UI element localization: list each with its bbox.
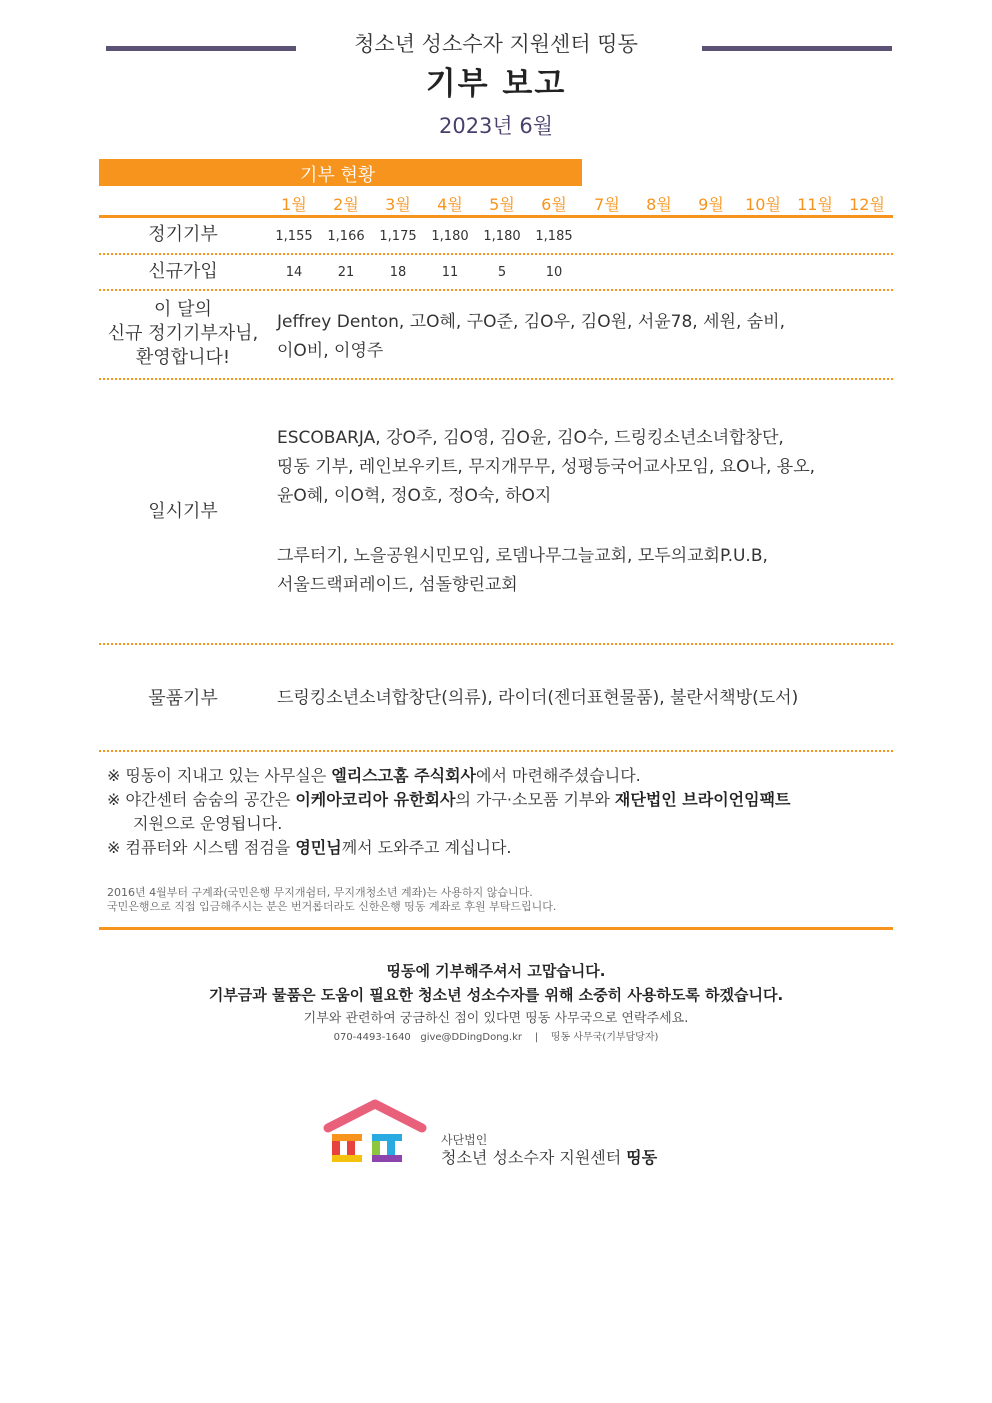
regular-count: 1,155 xyxy=(275,229,313,244)
row-label-welcome xyxy=(99,298,267,370)
month-label: 6월 xyxy=(541,195,567,214)
month-label: 9월 xyxy=(698,195,724,214)
logo-org-name: 청소년 성소수자 지원센터 띵동 xyxy=(441,1148,658,1167)
onetime-names-line: ESCOBARJA, 강O주, 김O영, 김O윤, 김O수, 드링킹소년소녀합창단, xyxy=(277,428,784,448)
onetime-names-line: 띵동 기부, 레인보우키트, 무지개무무, 성평등국어교사모임, 요O나, 용오, xyxy=(277,457,816,477)
month-label: 3월 xyxy=(385,195,411,214)
regular-count: 1,180 xyxy=(431,229,469,244)
row-label-new-signups: 신규가입 xyxy=(148,261,218,282)
row-divider xyxy=(99,253,893,255)
row-divider xyxy=(99,289,893,291)
month-label: 1월 xyxy=(281,195,307,214)
month-label: 4월 xyxy=(437,195,463,214)
contact-separator: | xyxy=(534,1032,539,1043)
signup-count: 10 xyxy=(545,265,563,280)
report-date: 2023년 6월 xyxy=(438,114,554,138)
goods-donations: 드링킹소년소녀합창단(의류), 라이더(젠더표현물품), 불란서책방(도서) xyxy=(277,688,799,708)
signup-count: 11 xyxy=(441,265,459,280)
phone-number: 070-4493-1640 xyxy=(333,1032,411,1043)
month-label: 10월 xyxy=(745,195,781,214)
welcome-names-line: 이O비, 이영주 xyxy=(277,341,384,361)
month-label: 11월 xyxy=(797,195,833,214)
row-label-goods: 물품기부 xyxy=(148,688,218,709)
footer-rule xyxy=(99,927,893,930)
regular-count: 1,175 xyxy=(379,229,417,244)
welcome-names xyxy=(277,308,785,366)
regular-count: 1,185 xyxy=(535,229,573,244)
ddingdong-logo-icon xyxy=(322,1098,432,1168)
note-office: ※ 띵동이 지내고 있는 사무실은 엘리스고홈 주식회사에서 마련해주셨습니다. xyxy=(107,766,641,785)
month-label: 2월 xyxy=(333,195,359,214)
welcome-label-line: 환영합니다! xyxy=(135,347,231,368)
row-label-onetime: 일시기부 xyxy=(148,501,218,522)
signup-count: 14 xyxy=(285,265,303,280)
account-notice-line: 2016년 4월부터 구계좌(국민은행 무지개쉼터, 무지개청소년 계좌)는 사용하지 않습니다. xyxy=(107,886,533,899)
welcome-names-line: Jeffrey Denton, 고O혜, 구O준, 김O우, 김O원, 서윤78, 세원, 숨비, xyxy=(277,312,786,332)
regular-count: 1,166 xyxy=(327,229,365,244)
thanks-message: 기부금과 물품은 도움이 필요한 청소년 성소수자를 위해 소중히 사용하도록 하겠습니다. xyxy=(208,986,784,1004)
row-divider xyxy=(99,378,893,380)
onetime-org-names xyxy=(277,542,768,600)
signup-count: 18 xyxy=(389,265,407,280)
onetime-names xyxy=(277,424,815,511)
onetime-names-line: 그루터기, 노을공원시민모임, 로뎀나무그늘교회, 모두의교회P.U.B, xyxy=(277,546,768,566)
logo-subtitle: 사단법인 xyxy=(441,1133,488,1147)
account-notice-line: 국민은행으로 직접 입금해주시는 분은 번거롭더라도 신한은행 띵동 계좌로 후원 부탁드립니다. xyxy=(107,900,557,913)
account-notice xyxy=(107,886,556,914)
signup-count: 5 xyxy=(497,265,507,280)
contact-info xyxy=(0,1028,992,1043)
note-computer: ※ 컴퓨터와 시스템 점검을 영민님께서 도와주고 계십니다. xyxy=(107,838,512,857)
note-night-center-cont: 지원으로 운영됩니다. xyxy=(133,814,283,833)
office-name: 띵동 사무국(기부담당자) xyxy=(550,1032,659,1043)
onetime-names-line: 윤O혜, 이O혁, 정O호, 정O숙, 하O지 xyxy=(277,486,552,506)
row-label-regular: 정기기부 xyxy=(148,224,218,245)
email-link[interactable]: give@DDingDong.kr xyxy=(420,1032,522,1043)
month-label: 7월 xyxy=(594,195,620,214)
note-night-center: ※ 야간센터 숨숨의 공간은 이케아코리아 유한회사의 가구·소모품 기부와 재단법인 브라이언임팩트 xyxy=(107,790,791,809)
section-header-bar xyxy=(99,159,582,186)
welcome-label-line: 신규 정기기부자님, xyxy=(107,323,259,344)
regular-count: 1,180 xyxy=(483,229,521,244)
notes-block xyxy=(107,764,791,860)
row-divider xyxy=(99,643,893,645)
section-title: 기부 현황 xyxy=(300,165,376,186)
table-header-rule xyxy=(99,215,893,218)
month-label: 8월 xyxy=(646,195,672,214)
month-label: 12월 xyxy=(849,195,885,214)
signup-count: 21 xyxy=(337,265,355,280)
thanks-heading: 띵동에 기부해주셔서 고맙습니다. xyxy=(386,962,606,980)
org-title: 청소년 성소수자 지원센터 띵동 xyxy=(354,32,638,56)
welcome-label-line: 이 달의 xyxy=(154,299,212,320)
row-divider xyxy=(99,750,893,752)
onetime-names-line: 서울드랙퍼레이드, 섬돌향린교회 xyxy=(277,575,518,595)
month-label: 5월 xyxy=(489,195,515,214)
doc-title: 기부 보고 xyxy=(425,66,567,102)
contact-prompt: 기부와 관련하여 궁금하신 점이 있다면 띵동 사무국으로 연락주세요. xyxy=(303,1011,689,1026)
